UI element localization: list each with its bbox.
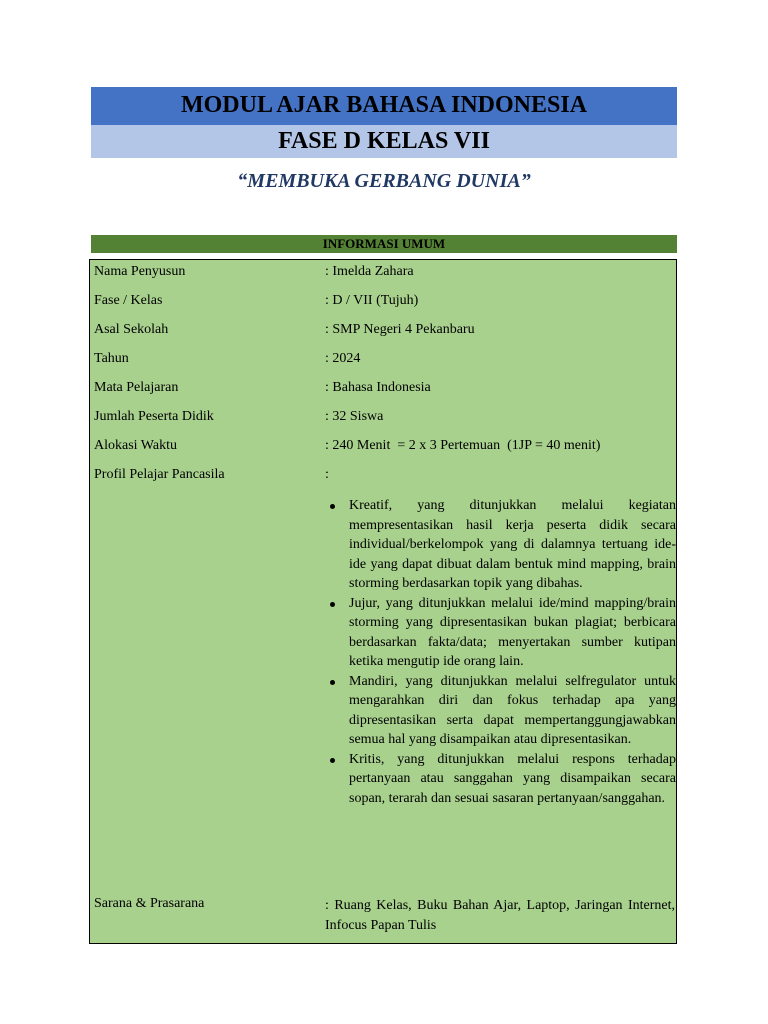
label-mata-pelajaran: Mata Pelajaran: [94, 380, 179, 395]
list-item-kritis: Kritis, yang ditunjukkan melalui respons terhadap pertanyaan atau sanggahan yang disampaikan secara sopan, terarah dan sesuai sasaran pertanyaan/sanggahan.: [326, 750, 676, 809]
value-mata-pelajaran: : Bahasa Indonesia: [325, 380, 431, 395]
value-nama-penyusun: : Imelda Zahara: [325, 264, 414, 279]
value-profil-pelajar: :: [325, 467, 329, 482]
label-asal-sekolah: Asal Sekolah: [94, 322, 169, 337]
value-asal-sekolah: : SMP Negeri 4 Pekanbaru: [325, 322, 475, 337]
list-item-kreatif: Kreatif, yang ditunjukkan melalui kegiatan mempresentasikan hasil kerja peserta didik secara individual/berkelompok yang di dalamnya tertuang ide-ide yang dapat dibuat dalam bentuk mind mapping, brain storming berdasarkan topik yang dibahas.: [326, 496, 676, 594]
label-jumlah-peserta: Jumlah Peserta Didik: [94, 409, 214, 424]
label-profil-pelajar: Profil Pelajar Pancasila: [94, 467, 225, 482]
label-sarana: Sarana & Prasarana: [94, 896, 205, 911]
document-tagline: “MEMBUKA GERBANG DUNIA”: [237, 170, 531, 192]
value-tahun: : 2024: [325, 351, 361, 366]
document-title: MODUL AJAR BAHASA INDONESIA: [91, 87, 677, 125]
value-alokasi-waktu: : 240 Menit = 2 x 3 Pertemuan (1JP = 40 menit): [325, 438, 601, 453]
list-item-jujur: Jujur, yang ditunjukkan melalui ide/mind mapping/brain storming yang dipresentasikan bukan plagiat; berbicara berdasarkan fakta/data; menyertakan sumber kutipan ketika mengutip ide orang lain.: [326, 594, 676, 672]
list-item-mandiri: Mandiri, yang ditunjukkan melalui selfregulator untuk mengarahkan diri dan fokus terhadap apa yang dipresentasikan serta dapat mempertanggungjawabkan semua hal yang disampaikan atau dipresentasikan.: [326, 672, 676, 750]
value-sarana: : Ruang Kelas, Buku Bahan Ajar, Laptop, Jaringan Internet, Infocus Papan Tulis: [325, 898, 675, 933]
label-nama-penyusun: Nama Penyusun: [94, 264, 186, 279]
value-fase-kelas: : D / VII (Tujuh): [325, 293, 419, 308]
document-subtitle: FASE D KELAS VII: [91, 125, 677, 158]
info-table: [89, 259, 677, 944]
value-jumlah-peserta: : 32 Siswa: [325, 409, 384, 424]
label-tahun: Tahun: [94, 351, 129, 366]
label-alokasi-waktu: Alokasi Waktu: [94, 438, 177, 453]
label-fase-kelas: Fase / Kelas: [94, 293, 163, 308]
profil-list: [326, 496, 676, 808]
section-heading-informasi-umum: INFORMASI UMUM: [91, 235, 677, 253]
